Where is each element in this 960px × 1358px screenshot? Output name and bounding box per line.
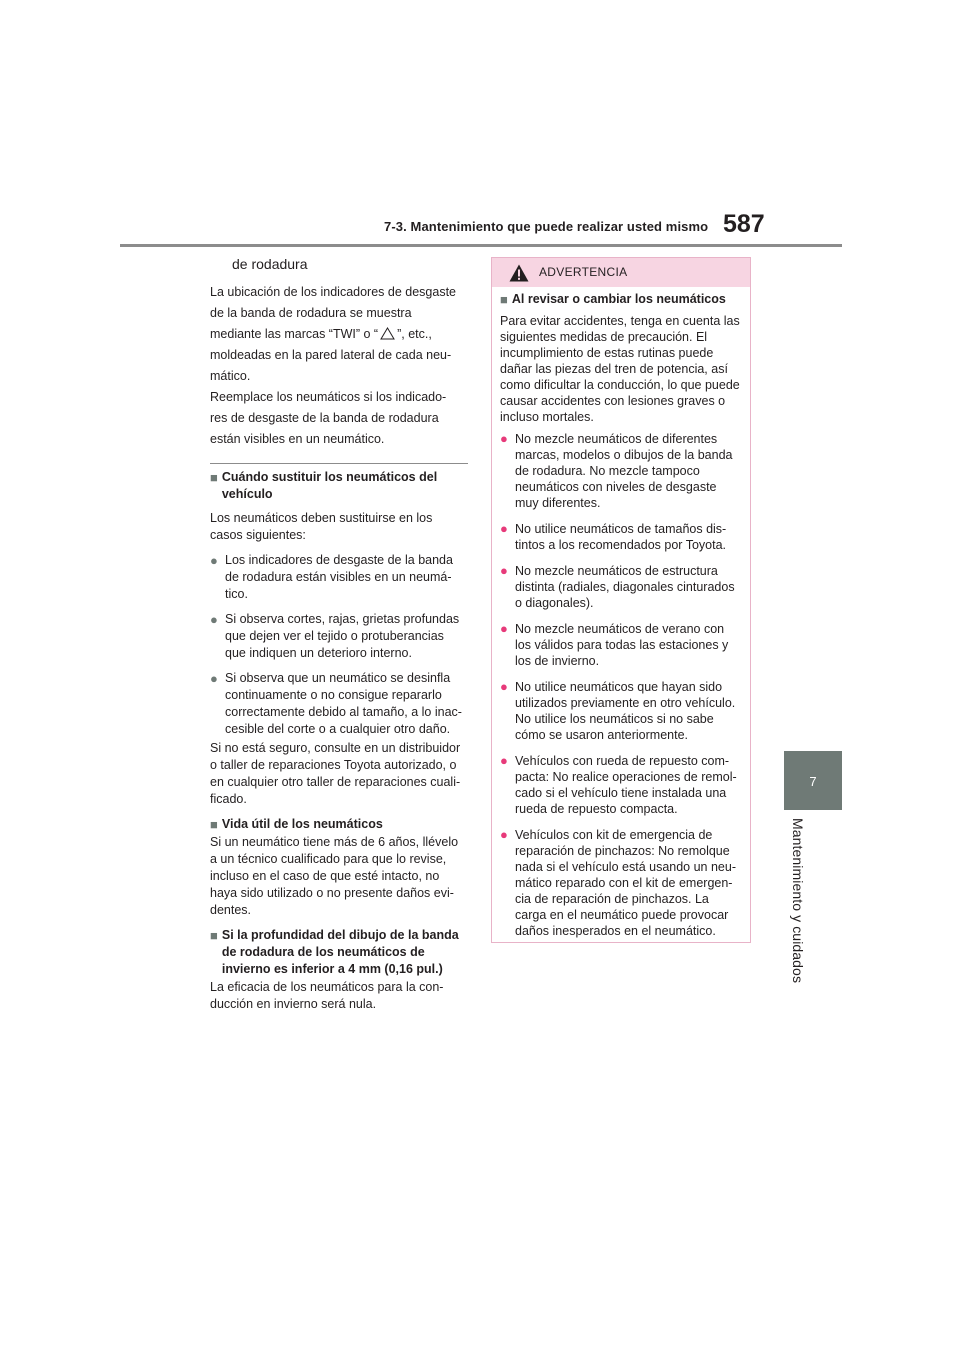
intro-line: res de desgaste de la banda de rodadura: [210, 411, 439, 425]
warning-item-text: No mezcle neumáticos de estructura distinta (radiales, diagonales cinturados o diagonales).: [515, 564, 735, 610]
warning-item: [500, 563, 742, 611]
warning-item: [500, 521, 742, 553]
square-bullet-icon: ■: [210, 817, 218, 832]
warning-item-text: No utilice neumáticos que hayan sido utilizados previamente en otro vehículo. No utilice los neumáticos si no sabe cómo se usaron anteriormente.: [515, 680, 736, 742]
warning-heading-text: Al revisar o cambiar los neumáticos: [511, 292, 726, 306]
warning-body: [492, 287, 750, 939]
square-bullet-icon: ■: [210, 470, 218, 485]
section-heading: [210, 816, 468, 833]
bullet-dot-icon: ●: [500, 563, 508, 578]
section-heading-text: Cuándo sustituir los neumáticos del vehículo: [221, 470, 438, 501]
warning-item: [500, 431, 742, 511]
continued-heading: de rodadura: [232, 256, 308, 272]
warning-title: ADVERTENCIA: [539, 265, 628, 279]
section-title: 7-3. Mantenimiento que puede realizar usted mismo: [384, 219, 709, 234]
section-heading-text: Si la profundidad del dibujo de la banda de rodadura de los neumáticos de invierno es inferior a 4 mm (0,16 pul.): [221, 928, 459, 976]
list-item-text: Si observa que un neumático se desinfla continuamente o no consigue repararlo correctamente debido al tamaño, a lo inac-cesible del corte o a cualquier otro daño.: [225, 671, 462, 736]
intro-line: de la banda de rodadura se muestra: [210, 306, 412, 320]
bullet-dot-icon: ●: [500, 521, 508, 536]
bullet-dot-icon: ●: [500, 753, 508, 768]
header-rule: [120, 244, 842, 247]
page-number: 587: [723, 210, 765, 238]
intro-line: [210, 324, 468, 345]
section-heading: [210, 927, 468, 978]
bullet-dot-icon: ●: [500, 621, 508, 636]
warning-item-text: No mezcle neumáticos de verano con los válidos para todas las estaciones y los de invierno.: [515, 622, 729, 668]
intro-line-part: mediante las marcas “TWI” o “: [210, 327, 379, 341]
warning-item-text: No mezcle neumáticos de diferentes marcas, modelos o dibujos de la banda de rodadura. No mezcle tampoco neumáticos con niveles de desgaste muy diferentes.: [515, 432, 733, 510]
warning-intro: Para evitar accidentes, tenga en cuenta las siguientes medidas de precaución. El incumplimiento de estas rutinas puede dañar las piezas del tren de potencia, así como dificultar la conducción, lo que puede causar accidentes con lesiones graves o incluso mortales.: [500, 314, 740, 424]
bullet-dot-icon: ●: [210, 671, 218, 686]
section-heading-text: Vida útil de los neumáticos: [221, 817, 383, 831]
warning-item: [500, 827, 742, 939]
list-item: [210, 552, 468, 603]
list-item: [210, 670, 468, 738]
list-item-text: Si observa cortes, rajas, grietas profundas que dejen ver el tejido o protuberancias que indiquen un deterioro interno.: [225, 612, 460, 660]
bullet-dot-icon: ●: [500, 431, 508, 446]
intro-line-part: ”, etc.,: [397, 327, 432, 341]
warning-item: [500, 621, 742, 669]
section-heading: [210, 469, 468, 503]
section-text: Los neumáticos deben sustituirse en los casos siguientes:: [210, 511, 433, 542]
warning-box: [491, 257, 751, 943]
warning-item-text: Vehículos con kit de emergencia de reparación de pinchazos: No remolque nada si el vehículo está usando un neu-mático reparado con el kit de emergen-cia de reparación de pinchazos. La carga en el neumático puede provocar daños inesperados en el neumático.: [515, 828, 736, 938]
warning-item-text: Vehículos con rueda de repuesto com-pacta: No realice operaciones de remol-cado si el vehículo tiene instalada una rueda de repuesto compacta.: [515, 754, 737, 816]
intro-line: Reemplace los neumáticos si los indicado-: [210, 390, 447, 404]
warning-item-text: No utilice neumáticos de tamaños dis-tintos a los recomendados por Toyota.: [515, 522, 727, 552]
tread-triangle-icon: [380, 327, 395, 340]
chapter-tab: 7: [784, 751, 842, 810]
warning-triangle-icon: [509, 264, 529, 282]
bullet-dot-icon: ●: [500, 827, 508, 842]
section-text: La eficacia de los neumáticos para la con-ducción en invierno será nula.: [210, 980, 444, 1011]
warning-item: [500, 679, 742, 743]
warning-heading: [500, 291, 742, 308]
left-column: [210, 254, 468, 1021]
warning-header: [492, 258, 750, 287]
section-text: Si no está seguro, consulte en un distribuidor o taller de reparaciones Toyota autorizado, o en cualquier otro taller de reparaciones cuali-ficado.: [210, 741, 461, 806]
bullet-dot-icon: ●: [500, 679, 508, 694]
list-item-text: Los indicadores de desgaste de la banda de rodadura están visibles en un neumá-tico.: [225, 553, 453, 601]
intro-line: mático.: [210, 369, 251, 383]
square-bullet-icon: ■: [500, 292, 508, 307]
bullet-dot-icon: ●: [210, 553, 218, 568]
section-text: Si un neumático tiene más de 6 años, llévelo a un técnico cualificado para que lo revise, incluso en el caso de que esté intacto, no haya sido utilizado o no presente daños evi-dentes.: [210, 835, 459, 917]
list-item: [210, 611, 468, 662]
bullet-dot-icon: ●: [210, 612, 218, 627]
section-divider: [210, 463, 468, 464]
intro-line: moldeadas en la pared lateral de cada neu-: [210, 348, 452, 362]
intro-line: La ubicación de los indicadores de desgaste: [210, 285, 457, 299]
square-bullet-icon: ■: [210, 928, 218, 943]
intro-line: están visibles en un neumático.: [210, 432, 385, 446]
warning-item: [500, 753, 742, 817]
chapter-title: Mantenimiento y cuidados: [790, 818, 806, 984]
